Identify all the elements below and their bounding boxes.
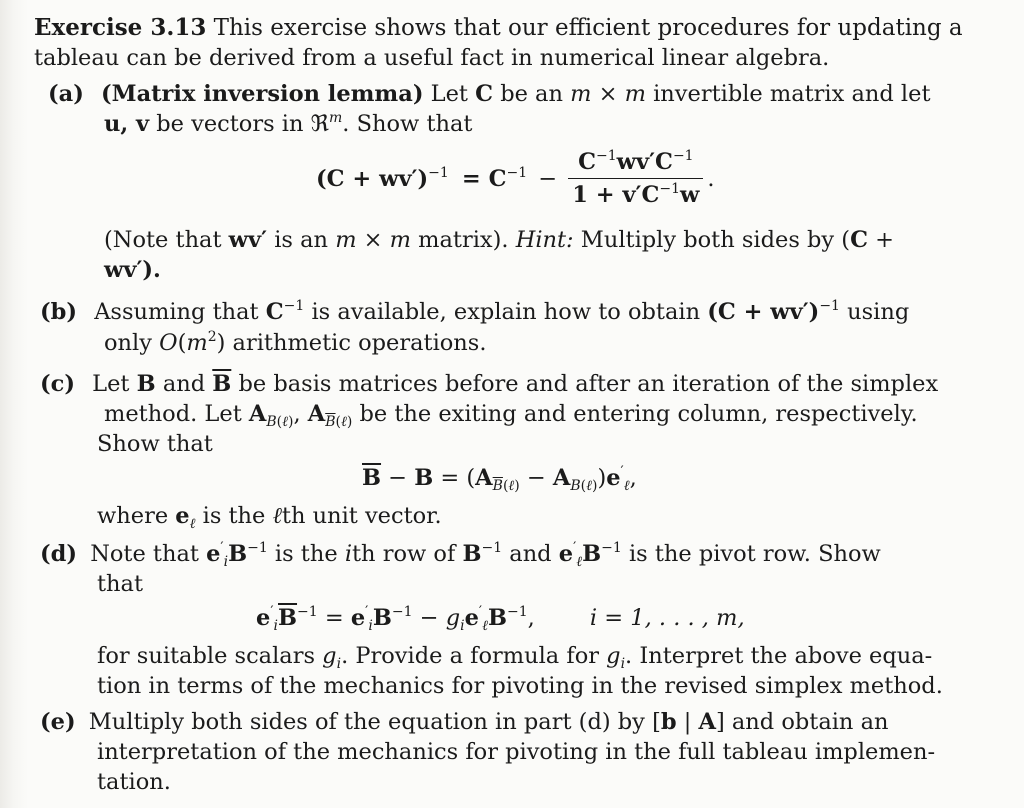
part-e-text: and obtain an xyxy=(731,709,889,735)
math-A-B-ell: $A_{B(\ell)}$, xyxy=(248,401,301,430)
part-c-line-1 xyxy=(40,370,938,398)
math-m-by-m: m × m xyxy=(570,81,646,107)
note-text: Multiply both sides by xyxy=(580,227,835,253)
math-C-wv-inv: $(C + wv')^{-1}$ xyxy=(707,298,840,325)
math-ei-Binv: $e'_iB^{-1}$ xyxy=(206,540,268,570)
part-c-text: Let xyxy=(92,371,130,397)
math-Bbar-minus-B: $\overline{B} - B = (A_{\overline{B}(\ell)} - A_{B(\ell)})e'_\ell$, xyxy=(362,464,637,494)
part-a-title: (Matrix inversion lemma) xyxy=(101,81,424,107)
part-a-line-2 xyxy=(104,110,472,138)
part-a-text: invertible matrix and let xyxy=(653,81,931,107)
part-d-text: is the pivot row. Show xyxy=(628,541,881,567)
part-d-text: tion in terms of the mechanics for pivoting in the revised simplex method. xyxy=(97,673,943,699)
math-open-C: (C + xyxy=(841,227,895,253)
note-text: (Note that xyxy=(104,227,222,253)
part-a-text: Show that xyxy=(356,111,473,137)
math-b-A: [b | A] xyxy=(652,709,725,735)
part-a-text: Let xyxy=(430,81,468,107)
part-a-text: be vectors in xyxy=(156,111,304,137)
part-d-text: . Interpret the above equa- xyxy=(625,643,933,669)
part-a-equation xyxy=(316,148,715,208)
math-u-v: u, v xyxy=(104,111,150,137)
part-a-text: be an xyxy=(500,81,563,107)
math-R-m: ℜ$^m$. xyxy=(310,110,350,137)
math-gi: $g_i$ xyxy=(606,643,626,672)
part-e-line-3 xyxy=(97,768,171,796)
eq-fraction xyxy=(568,148,703,209)
part-c-text: be the exiting and entering column, respectively. xyxy=(359,401,918,427)
eq-numerator: $C^{-1}wv'C^{-1}$ xyxy=(568,148,703,179)
part-a-note-2 xyxy=(104,256,161,284)
part-b-label: (b) xyxy=(40,299,78,325)
math-B: B xyxy=(136,371,156,397)
eq-mid: = $C^{-1}$ xyxy=(461,164,528,192)
part-b-line-2 xyxy=(104,329,487,357)
part-a-note-1 xyxy=(104,226,894,254)
part-b-text: arithmetic operations. xyxy=(232,330,487,356)
math-m-by-m: m × m xyxy=(335,227,412,253)
math-B-bar: $\overline{B}$ xyxy=(212,371,232,397)
exercise-intro-2: tableau can be derived from a useful fact in numerical linear algebra. xyxy=(34,45,830,71)
exercise-heading: Exercise 3.13 xyxy=(34,14,207,41)
part-e-text: Multiply both sides of the equation in part (d) by xyxy=(88,709,645,735)
part-d-text: is the xyxy=(274,541,338,567)
part-b-text: using xyxy=(847,299,910,325)
math-wv: wv′ xyxy=(228,227,268,253)
part-c-label: (c) xyxy=(40,371,75,397)
hint-label: Hint: xyxy=(515,227,574,253)
math-i-range: i = 1, . . . , m, xyxy=(589,605,745,631)
part-e-text: interpretation of the mechanics for pivoting in the full tableau implemen- xyxy=(97,739,936,765)
part-c-text: where xyxy=(97,503,169,529)
part-d-label: (d) xyxy=(40,541,78,567)
part-b-line-1 xyxy=(40,298,909,326)
part-b-text: is available, explain how to obtain xyxy=(311,299,701,325)
math-C-inv: $C^{-1}$ xyxy=(265,298,305,325)
part-c-line-2 xyxy=(104,400,918,428)
eq-denominator: $1 + v'C^{-1}w$ xyxy=(572,181,700,208)
part-a-line-1 xyxy=(48,80,930,108)
part-e-line-2 xyxy=(97,738,935,766)
part-a-label: (a) xyxy=(48,81,84,107)
part-c-text: method. Let xyxy=(104,401,242,427)
math-Binv: $B^{-1}$ xyxy=(462,540,503,567)
math-wv-close: wv′). xyxy=(104,257,161,283)
part-d-text: . Provide a formula for xyxy=(341,643,599,669)
math-ell: ℓth unit vector. xyxy=(272,503,442,529)
part-d-text: Note that xyxy=(90,541,199,567)
part-e-label: (e) xyxy=(40,709,76,735)
eq-lhs: $(C + wv')^{-1}$ xyxy=(316,164,449,192)
part-c-equation xyxy=(362,464,637,492)
part-b-text: Assuming that xyxy=(94,299,259,325)
part-c-where xyxy=(97,502,442,530)
part-d-text: and xyxy=(509,541,552,567)
part-e-text: tation. xyxy=(97,769,171,795)
part-d-equation xyxy=(256,604,745,632)
part-d-line-1 xyxy=(40,540,881,568)
part-b-text: only xyxy=(104,330,152,356)
math-eell-Binv: $e'_\ell B^{-1}$ xyxy=(558,540,622,570)
math-update-eq: $e'_i\overline{B}^{-1} = e'_iB^{-1} - g_ie'_\ell B^{-1}$, xyxy=(256,604,535,634)
part-c-text: and xyxy=(162,371,206,397)
note-text: is an xyxy=(274,227,329,253)
math-A-Bbar-ell: $A_{\overline{B}(\ell)}$ xyxy=(307,401,353,430)
part-e-line-1 xyxy=(40,708,889,736)
part-d-line-2 xyxy=(97,570,143,598)
exercise-line-1 xyxy=(34,14,963,42)
part-c-line-3 xyxy=(97,430,213,458)
math-i: ith row of xyxy=(344,541,456,567)
math-O-m2: $O(m^2)$ xyxy=(159,329,226,356)
math-gi: $g_i$ xyxy=(322,643,342,672)
math-e-ell: $e_\ell$ xyxy=(175,503,196,532)
part-c-text: is the xyxy=(202,503,266,529)
exercise-line-2 xyxy=(34,44,829,72)
math-C: C xyxy=(475,81,494,107)
part-d-text: for suitable scalars xyxy=(97,643,316,669)
part-d-after-1 xyxy=(97,642,932,670)
part-d-text: that xyxy=(97,571,143,597)
eq-period: . xyxy=(707,165,715,192)
note-text: matrix). xyxy=(418,227,509,253)
part-c-text: be basis matrices before and after an iteration of the simplex xyxy=(238,371,939,397)
part-d-after-2 xyxy=(97,672,943,700)
exercise-intro-1: This exercise shows that our efficient procedures for updating a xyxy=(213,15,963,41)
part-c-text: Show that xyxy=(97,431,213,457)
eq-minus: − xyxy=(538,165,558,192)
